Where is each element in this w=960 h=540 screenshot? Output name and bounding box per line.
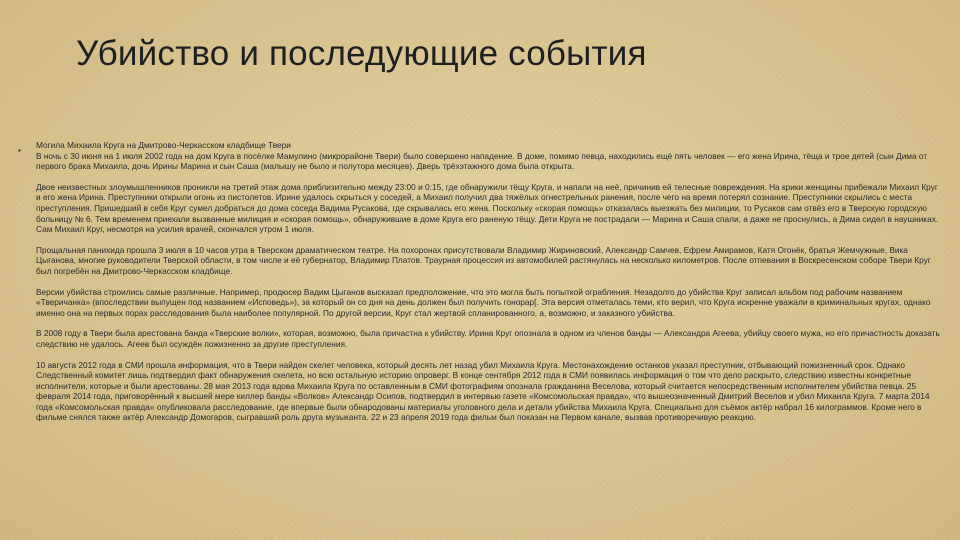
paragraph-attack: В ночь с 30 июня на 1 июля 2002 года на дом Круга в посёлке Мамулино (микрорайоне Твери) было совершено нападение. В доме, помимо певца, находились ещё пять человек — его жена Ирина, тёща и трое детей (сын Дима от первого брака Михаила, дочь Ирины Марина и сын Саша (малышу не было и полутора месяцев). Дверь трёхэтажного дома была открыта. xyxy=(36,150,928,172)
paragraph-funeral: Прощальная панихида прошла 3 июля в 10 часов утра в Тверском драматическом театре. На похоронах присутствовали Владимир Жириновский, Александр Самчев, Ефрем Амирамов, Катя Огонёк, братья Жемчужные, Вика Цыганова, многие руководители Тверской области, в том числе и её губернатор, Владимир Платов. Траурная процессия из автомобилей растянулась на несколько километров. После отпевания в Воскресенском соборе Твери Круг был погребён на Дмитрово-Черкасском кладбище. xyxy=(36,244,931,276)
paragraph-assault: Двое неизвестных злоумышленников проникли на третий этаж дома приблизительно между 23:00 и 0:15, где обнаружили тёщу Круга, и напали на неё, причинив ей телесные повреждения. На крики женщины прибежали Михаил Круг и его жена Ирина. Преступники открыли огонь из пистолетов. Ирине удалось скрыться у соседей, а Михаил получил два тяжёлых огнестрельных ранения, после чего на время потерял сознание. Преступники скрылись с места преступления. Пришедший в себя Круг сумел добраться до дома соседа Вадима Русакова, где скрывалась его жена. Поскольку «скорая помощь» отказалась выезжать без милиции, то Русаков сам отвёз его в Тверскую городскую больницу № 6. Тем временем приехали вызванные милиция и «скорая помощь», обнаружившие в доме Круга его раненую тёщу. Дети Круга не пострадали — Марина и Саша спали, а даже не проснулись, а Дима сидел в наушниках. Сам Михаил Круг, несмотря на усилия врачей, скончался утром 1 июля. xyxy=(36,181,939,235)
slide-title: Убийство и последующие события xyxy=(76,34,647,73)
paragraph-investigation: 10 августа 2012 года в СМИ прошла информация, что в Твери найден скелет человека, который десять лет назад убил Михаила Круга. Местонахождение останков указал преступник, отбывающий пожизненный срок. Однако Следственный комитет лишь подтвердил факт обнаружения скелета, но всю остальную историю опроверг. В конце сентября 2012 года в СМИ появилась информация о том что дело раскрыто, следствию известны конкретные исполнители, которые и были арестованы. 28 мая 2013 года вдова Михаила Круга по оставленным в СМИ фотографиям опознала гражданина Веселова, который считается непосредственным исполнителем убийства певца. 25 февраля 2014 года, приговорённый к высшей мере киллер банды «Волков» Александр Осипов, подтвердил в интервью газете «Комсомольская правда», что вышеозначенный Дмитрий Веселов и убил Михаила Круга. 7 марта 2014 года «Комсомольская правда» опубликовала расследование, где впервые были обнародованы материалы уголовного дела и детали убийства Михаила Круга. Специально для съёмок актёр набрал 16 килограммов. Кроме него в фильме снялся также актёр Александр Домогаров, сыгравший роль друга музыканта. 22 и 23 апреля 2019 года фильм был показан на Первом канале, вызвав противоречивую реакцию. xyxy=(36,359,930,423)
caption-text: Могила Михаила Круга на Дмитрово-Черкасском кладбище Твери xyxy=(36,140,291,150)
paragraph-arrest: В 2008 году в Твери была арестована банда «Тверские волки», которая, возможно, была причастна к убийству. Ирина Круг опознала в одном из членов банды — Александра Агеева, убийцу своего мужа, но его причастность доказать следствию не удалось. Агеев был осуждён пожизненно за другие преступления. xyxy=(36,328,940,349)
paragraph-versions: Версии убийства строились самые различные. Например, продюсер Вадим Цыганов высказал предположение, что это могла быть попыткой ограбления. Незадолго до убийства Круг записал альбом под рабочим названием «Тверичанка» (впоследствии выпущен под названием «Исповедь»), за который он со дня на день должен был получить гонорар[. Эта версия отметалась теми, кто верил, что Круга искренне уважали в криминальных кругах, однако именно она на первых порах расследования была наиболее популярной. По другой версии, Круг стал жертвой спланированного, а, возможно, и заказного убийства. xyxy=(36,286,931,318)
bullet-icon: ▪ xyxy=(18,146,21,155)
slide-body xyxy=(36,140,944,433)
